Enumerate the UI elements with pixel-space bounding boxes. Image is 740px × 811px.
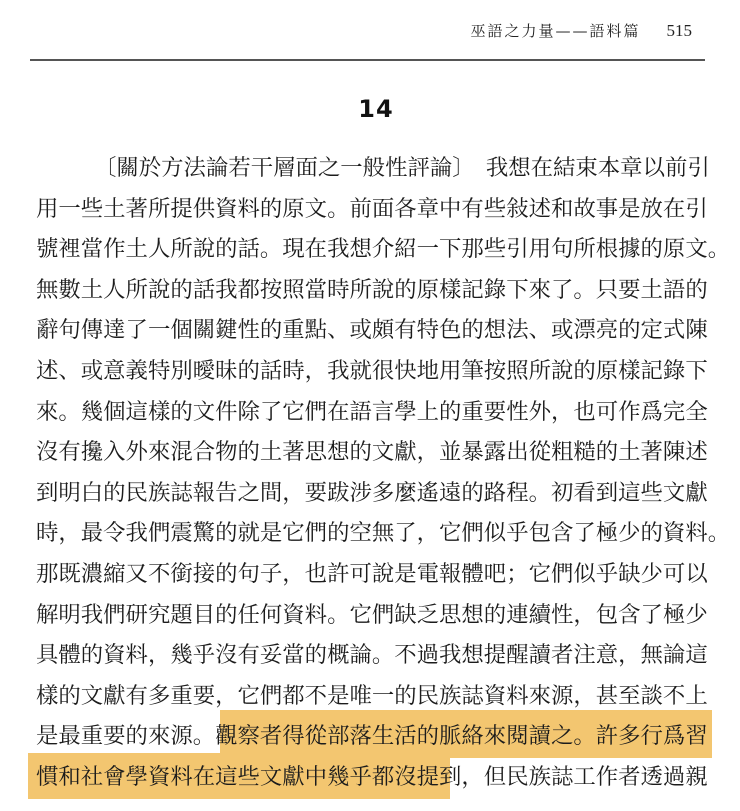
text-line: 來。幾個這樣的文件除了它們在語言學上的重要性外，也可作爲完全	[36, 398, 708, 425]
text-line: 到明白的民族誌報告之間，要跋涉多麼遙遠的路程。初看到這些文獻	[36, 479, 708, 506]
text-line: 〔關於方法論若干層面之一般性評論〕 我想在結束本章以前引	[94, 155, 710, 181]
running-header	[470, 20, 692, 41]
page-number: 515	[666, 21, 692, 40]
text-line: 用一些土著所提供資料的原文。前面各章中有些敍述和故事是放在引	[36, 195, 708, 222]
plain-text: 是最重要的來源。	[36, 723, 216, 750]
body-text	[36, 148, 731, 798]
plain-text: ，但民族誌工作者透過親	[461, 763, 708, 790]
text-line: 解明我們研究題目的任何資料。它們缺乏思想的連續性，包含了極少	[36, 601, 708, 628]
header-rule	[30, 59, 705, 61]
section-number: 14	[358, 95, 394, 123]
text-line: 那既濃縮又不銜接的句子，也許可說是電報體吧；它們似乎缺少可以	[36, 560, 708, 587]
text-line: 無數土人所說的話我都按照當時所說的原樣記錄下來了。只要土語的	[36, 276, 708, 303]
running-title: 巫語之力量——語料篇	[470, 22, 641, 40]
text-line: 號裡當作土人所說的話。現在我想介紹一下那些引用句所根據的原文。	[36, 236, 731, 263]
highlighted-text: 觀察者得從部落生活的脈絡來閱讀之。許多行爲習	[215, 723, 708, 750]
highlighted-text: 慣和社會學資料在這些文獻中幾乎都沒提到	[36, 763, 462, 790]
text-line: 具體的資料，幾乎沒有妥當的概論。不過我想提醒讀者注意，無論這	[36, 642, 708, 669]
text-line: 述、或意義特別曖昧的話時，我就很快地用筆按照所說的原樣記錄下	[36, 357, 708, 384]
text-line: 辭句傳達了一個關鍵性的重點、或頗有特色的想法、或漂亮的定式陳	[36, 317, 708, 344]
text-line-highlighted-end	[36, 757, 708, 798]
text-line: 沒有攙入外來混合物的土著思想的文獻，並暴露出從粗糙的土著陳述	[36, 439, 708, 466]
text-line-highlighted-start	[36, 716, 708, 757]
text-line: 樣的文獻有多重要，它們都不是唯一的民族誌資料來源，甚至談不上	[36, 682, 708, 709]
text-line: 時，最令我們震驚的就是它們的空無了，它們似乎包含了極少的資料。	[36, 520, 731, 547]
